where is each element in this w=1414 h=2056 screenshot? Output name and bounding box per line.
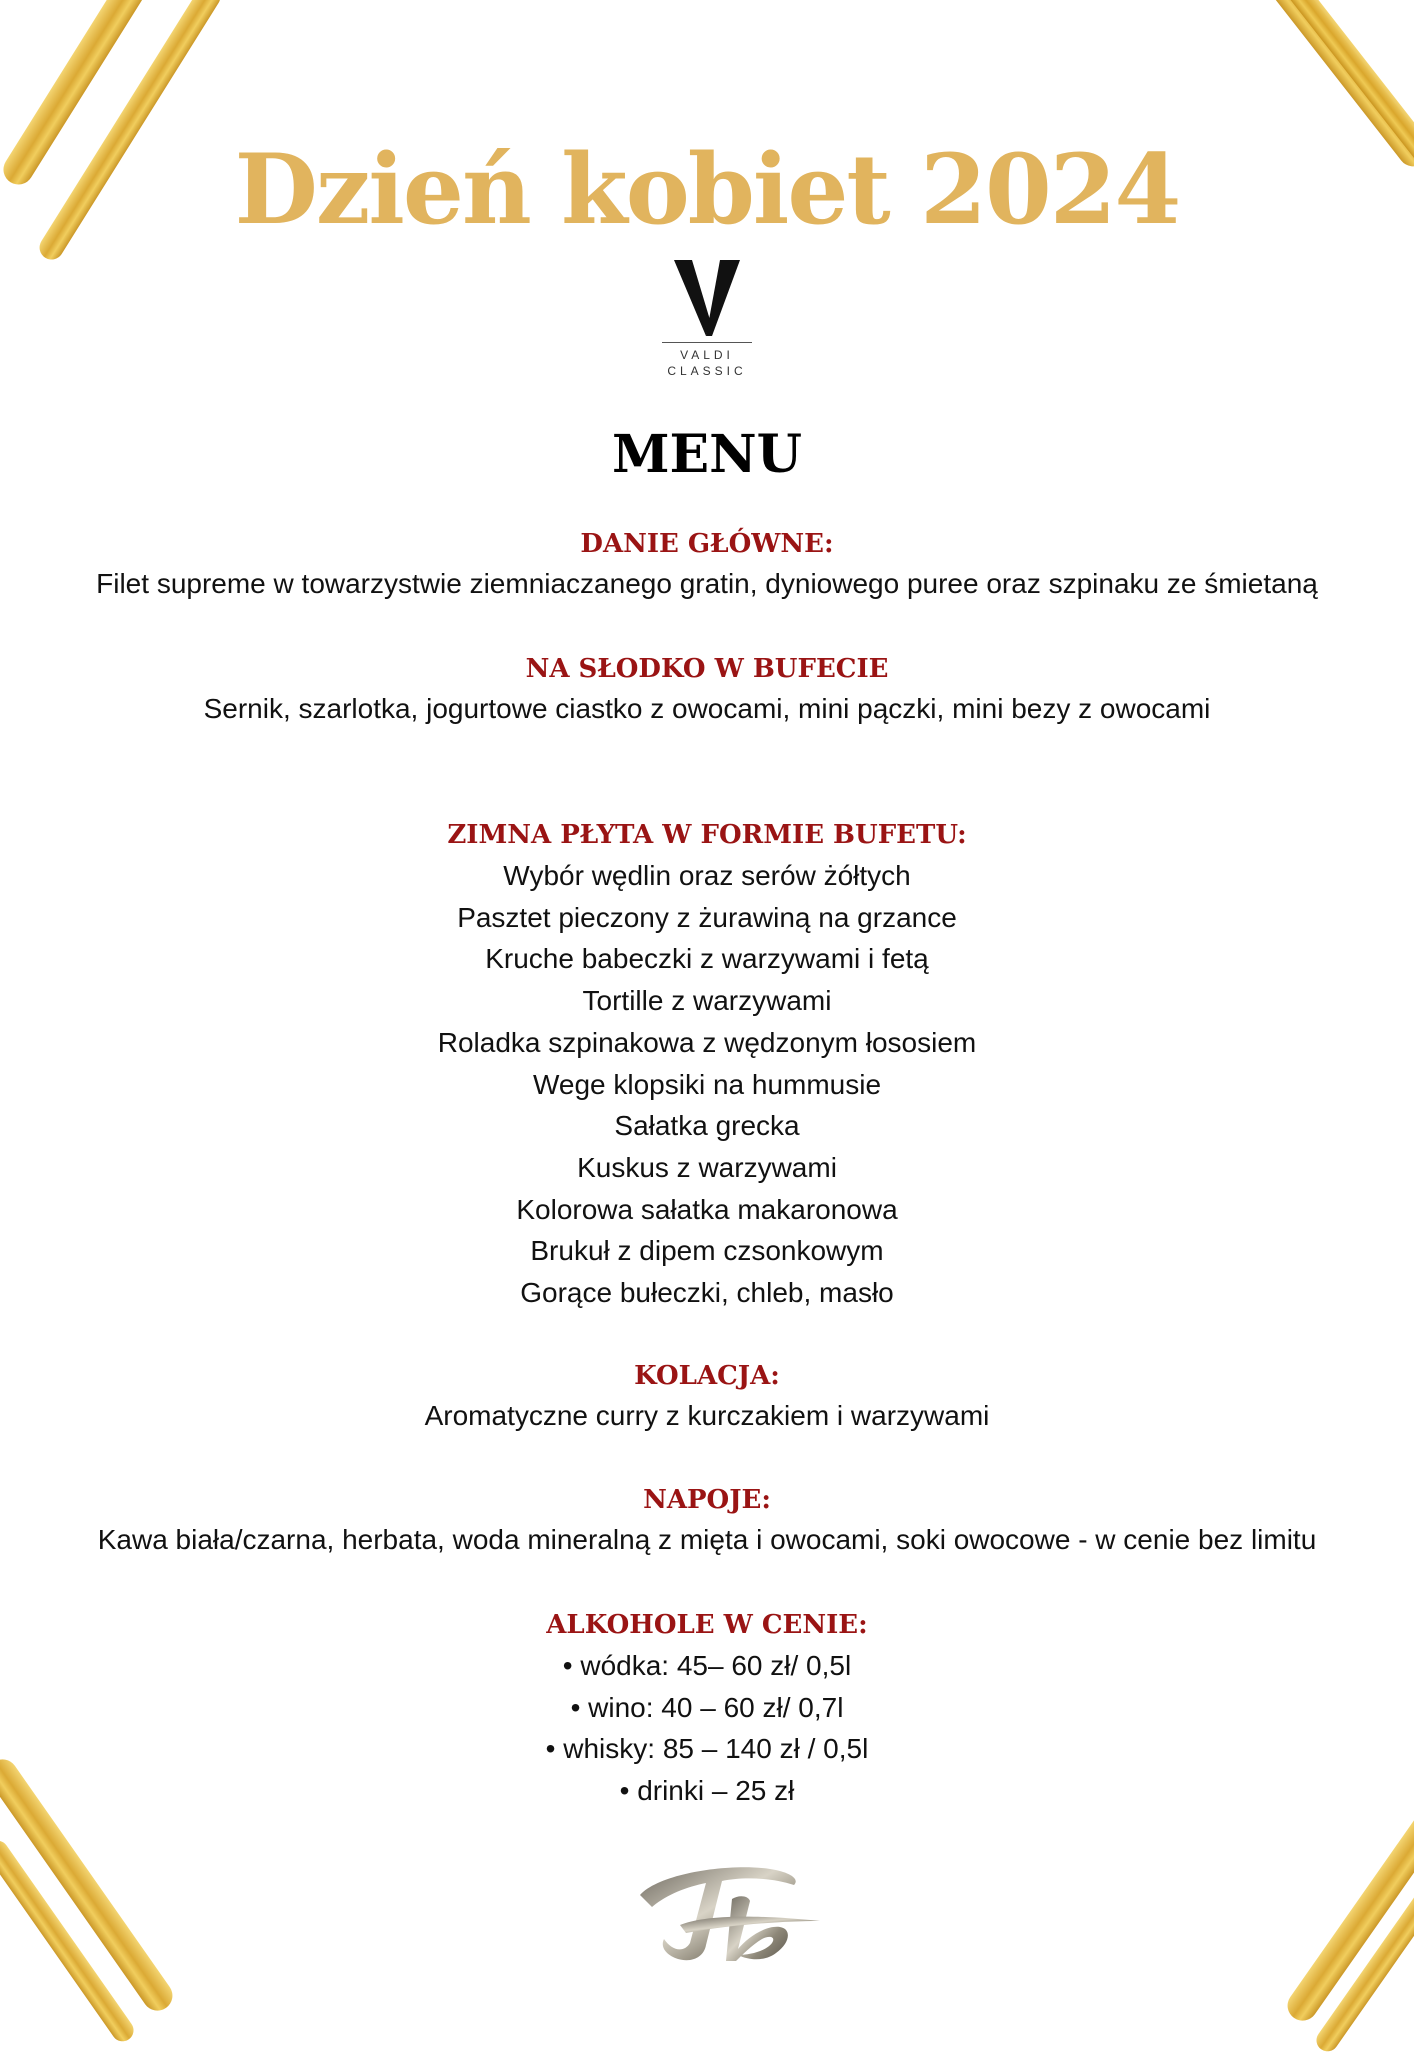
valdi-classic-logo [647,258,767,388]
list-item: Kolorowa sałatka makaronowa [516,1193,898,1225]
logo-text-line2: CLASSIC [667,364,747,378]
list-item: • drinki – 25 zł [619,1775,795,1807]
list-item: Tortille z warzywami [582,985,832,1017]
logo-divider [662,342,752,343]
section-title-cold: ZIMNA PŁYTA W FORMIE BUFETU: [447,820,967,850]
section-text-drinks: Kawa biała/czarna, herbata, woda mineralną z mięta i owocami, soki owocowe - w cenie bez limitu [97,1524,1317,1555]
v-logo-icon [672,258,742,340]
monogram-logo-icon [620,1855,840,1975]
section-title-sweet: NA SŁODKO W BUFECIE [525,654,889,684]
alcohol-list [0,1645,1414,1812]
section-text-sweet: Sernik, szarlotka, jogurtowe ciastko z owocami, mini pączki, mini bezy z owocami [203,693,1211,724]
list-item: Wege klopsiki na hummusie [532,1068,882,1100]
list-item: Sałatka grecka [614,1110,800,1142]
list-item: Wybór wędlin oraz serów żółtych [503,860,911,891]
section-text-dinner: Aromatyczne curry z kurczakiem i warzywami [424,1400,990,1431]
list-item: Pasztet pieczony z żurawiną na grzance [457,901,957,933]
list-item: Kuskus z warzywami [577,1151,837,1183]
list-item: Gorące bułeczki, chleb, masło [520,1277,894,1309]
list-item: • wino: 40 – 60 zł/ 0,7l [570,1691,844,1723]
list-item: • wódka: 45– 60 zł/ 0,5l [562,1650,852,1681]
list-item: Brukuł z dipem czsonkowym [530,1235,884,1267]
section-title-drinks: NAPOJE: [643,1485,771,1515]
list-item: • whisky: 85 – 140 zł / 0,5l [545,1733,869,1765]
list-item: Kruche babeczki z warzywami i fetą [485,943,929,975]
section-title-main: DANIE GŁÓWNE: [580,529,834,559]
page-title: Dzień kobiet 2024 [234,133,1180,246]
section-title-alcohol: ALKOHOLE W CENIE: [546,1610,868,1640]
list-item: Roladka szpinakowa z wędzonym łososiem [437,1026,977,1058]
section-text-main: Filet supreme w towarzystwie ziemniaczanego gratin, dyniowego puree oraz szpinaku ze śmietaną [96,568,1318,599]
logo-text-line1: VALDI [680,348,734,362]
section-title-dinner: KOLACJA: [634,1361,780,1391]
cold-buffet-list [0,855,1414,1314]
menu-heading: MENU [611,424,803,485]
